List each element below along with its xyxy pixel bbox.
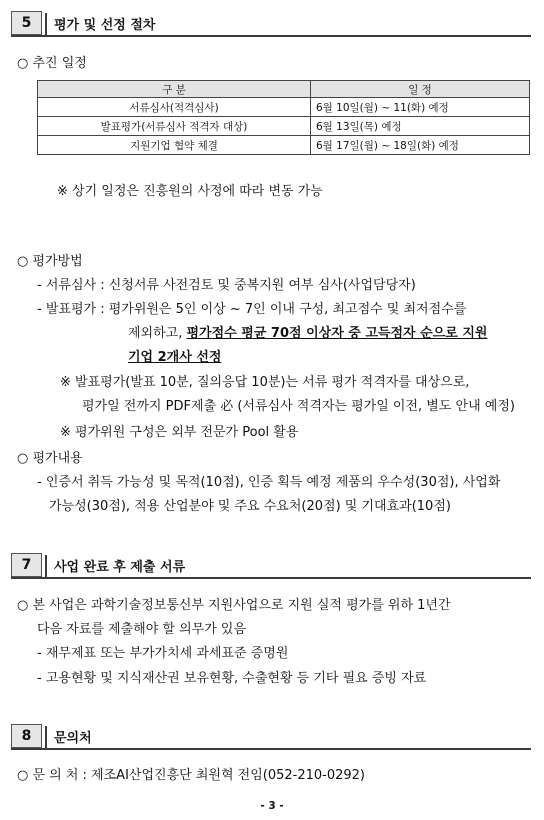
submission-intro-line2: 다음 자료를 제출해야 할 의무가 있음 (37, 622, 247, 637)
table-cell-date: 6월 13일(목) 예정 (311, 117, 530, 136)
presentation-note-line1: ※ 발표평가(발표 10분, 질의응답 10분)는 서류 평가 적격자를 대상으로, (60, 375, 470, 390)
table-row (38, 117, 530, 136)
submission-intro-line1: ○ 본 사업은 과학기술정보통신부 지원사업으로 지원 실적 평가를 위하 1년간 (17, 598, 451, 613)
schedule-note: ※ 상기 일정은 진흥원의 사정에 따라 변동 가능 (57, 184, 323, 199)
selection-criteria-highlight: 평가점수 평균 70점 이상자 중 고득점자 순으로 지원 (186, 326, 488, 341)
table-header-cell: 일 정 (311, 81, 530, 98)
section-8-header (11, 724, 531, 750)
section-title: 평가 및 선정 절차 (54, 18, 156, 33)
presentation-item-line1: - 발표평가 : 평가위원은 5인 이상 ~ 7인 이내 구성, 최고점수 및 최저점수를 (37, 302, 467, 317)
section-number: 7 (11, 553, 42, 577)
submission-item: - 재무제표 또는 부가가치세 과세표준 증명원 (37, 646, 289, 661)
table-cell-item: 서류심사(적격심사) (38, 98, 311, 117)
table-cell-item: 지원기업 협약 체결 (38, 136, 311, 155)
contact-info: ○ 문 의 처 : 제조AI산업진흥단 최원혁 전임(052-210-0292) (17, 768, 365, 783)
section-divider (45, 555, 47, 577)
doc-review-item: - 서류심사 : 신청서류 사전검토 및 중복지원 여부 심사(사업담당자) (37, 278, 416, 293)
table-row (38, 136, 530, 155)
section-7-header (11, 553, 531, 579)
section-title: 문의처 (54, 731, 92, 746)
page-number: - 3 - (260, 800, 284, 812)
table-header-cell: 구 분 (38, 81, 311, 98)
content-line1: - 인증서 취득 가능성 및 목적(10점), 인증 획득 예정 제품의 우수성(30점), 사업화 (37, 475, 501, 490)
presentation-line2-plain: 제외하고, (128, 326, 187, 341)
section-number: 8 (11, 724, 42, 748)
section-divider (45, 726, 47, 748)
table-row (38, 98, 530, 117)
table-cell-item: 발표평가(서류심사 적격자 대상) (38, 117, 311, 136)
content-line2: 가능성(30점), 적용 산업분야 및 주요 수요처(20점) 및 기대효과(10점) (49, 499, 451, 514)
method-heading: ○ 평가방법 (17, 254, 83, 269)
table-header-row (38, 81, 530, 98)
schedule-heading: ○ 추진 일정 (17, 56, 87, 71)
presentation-item-line2 (128, 322, 487, 341)
evaluator-note: ※ 평가위원 구성은 외부 전문가 Pool 활용 (60, 425, 299, 440)
section-title: 사업 완료 후 제출 서류 (54, 560, 186, 575)
presentation-note-line2: 평가일 전까지 PDF제출 必 (서류심사 적격자는 평가일 이전, 별도 안내 예정) (82, 399, 515, 414)
submission-item: - 고용현황 및 지식재산권 보유현황, 수출현황 등 기타 필요 증빙 자료 (37, 671, 427, 686)
section-5-header (11, 11, 531, 37)
section-number: 5 (11, 11, 42, 35)
section-divider (45, 13, 47, 35)
table-cell-date: 6월 10일(월) ~ 11(화) 예정 (311, 98, 530, 117)
content-heading: ○ 평가내용 (17, 451, 83, 466)
presentation-item-line3: 기업 2개사 선정 (128, 350, 222, 365)
schedule-table (37, 80, 530, 155)
table-cell-date: 6월 17일(월) ~ 18일(화) 예정 (311, 136, 530, 155)
